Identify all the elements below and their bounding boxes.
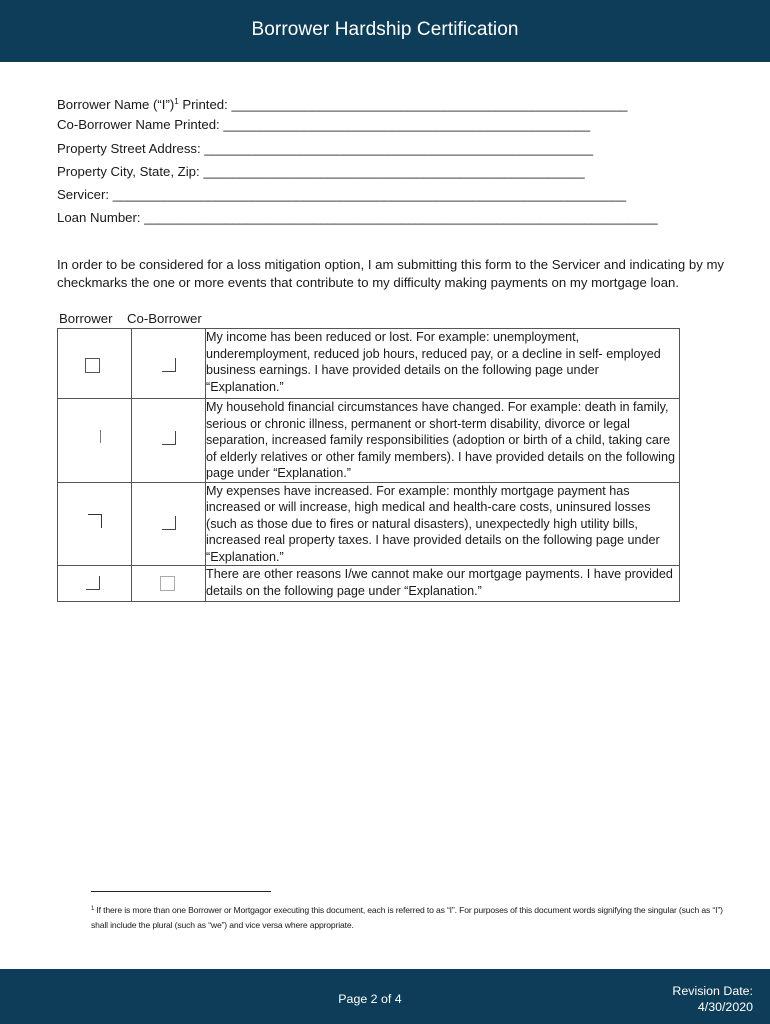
event-other-text: There are other reasons I/we cannot make our mortgage payments. I have provided details on the following page under “Explanation.” xyxy=(206,566,680,602)
revision-date: Revision Date: 4/30/2020 xyxy=(672,984,753,1014)
table-row xyxy=(58,566,680,602)
borrower-checkbox-expenses[interactable] xyxy=(88,514,102,528)
co-borrower-column-header: Co-Borrower xyxy=(127,311,202,326)
co-borrower-checkbox-other[interactable] xyxy=(160,576,175,591)
footer-bar xyxy=(0,969,770,1024)
footnote: $^1$ If there is more than one Borrower or Mortgagor executing this document, each is referred to as “I”. For purposes of this document words signifying the singular (such as “I”) shall include the plural (such as “we”) and vice versa where appropriate. xyxy=(91,905,723,930)
co-borrower-name-field[interactable]: Co-Borrower Name Printed: __________________________________________________ xyxy=(57,117,591,133)
header-bar xyxy=(0,0,770,62)
event-expenses-text: My expenses have increased. For example: monthly mortgage payment has increased or will increase, high medical and health-care costs, uninsured losses (such as those due to fires or natural disasters), unexpectedly high utility bills, increased real property taxes. I have provided details on the following page under “Explanation.” xyxy=(206,482,680,566)
servicer-field[interactable]: Servicer: ______________________________________________________________________ xyxy=(57,187,627,203)
borrower-info-fields xyxy=(57,92,697,232)
page-number: Page 2 of 4 xyxy=(338,992,402,1006)
borrower-checkbox-income[interactable] xyxy=(85,358,100,373)
co-borrower-checkbox-household[interactable] xyxy=(162,431,176,445)
table-row xyxy=(58,482,680,566)
property-street-field[interactable]: Property Street Address: _____________________________________________________ xyxy=(57,140,594,156)
loan-number-field[interactable]: Loan Number: ______________________________________________________________________ xyxy=(57,210,658,226)
page-title: Borrower Hardship Certification xyxy=(251,19,519,40)
co-borrower-checkbox-expenses[interactable] xyxy=(162,516,176,530)
footnote-ref: 1 xyxy=(174,97,179,106)
borrower-checkbox-household[interactable] xyxy=(87,430,101,443)
intro-paragraph: In order to be considered for a loss mitigation option, I am submitting this form to the Servicer and indicating by my checkmarks the one or more events that contribute to my difficulty making payments on my mortgage loan. xyxy=(57,257,725,290)
property-city-field[interactable]: Property City, State, Zip: ____________________________________________________ xyxy=(57,163,585,179)
event-income-text: My income has been reduced or lost. For example: unemployment, underemployment, reduced job hours, reduced pay, or a decline in self- employed business earnings. I have provided details on the following page under “Explanation.” xyxy=(206,329,680,399)
co-borrower-checkbox-income[interactable] xyxy=(162,358,176,372)
footnote-divider xyxy=(91,891,271,892)
event-household-text: My household financial circumstances have changed. For example: death in family, serious or chronic illness, permanent or short-term disability, divorce or legal separation, increased family responsibilities (adoption or birth of a child, taking care of elderly relatives or other family members). I have provided details on the following page under “Explanation.” xyxy=(206,399,680,483)
table-row xyxy=(58,329,680,399)
table-row xyxy=(58,399,680,483)
borrower-checkbox-other[interactable] xyxy=(86,576,100,590)
borrower-name-field[interactable]: Borrower Name (“I”)$^1$ Printed: ______________________________________________________ xyxy=(57,97,628,112)
hardship-events-table xyxy=(57,328,680,602)
borrower-column-header: Borrower xyxy=(59,311,113,326)
